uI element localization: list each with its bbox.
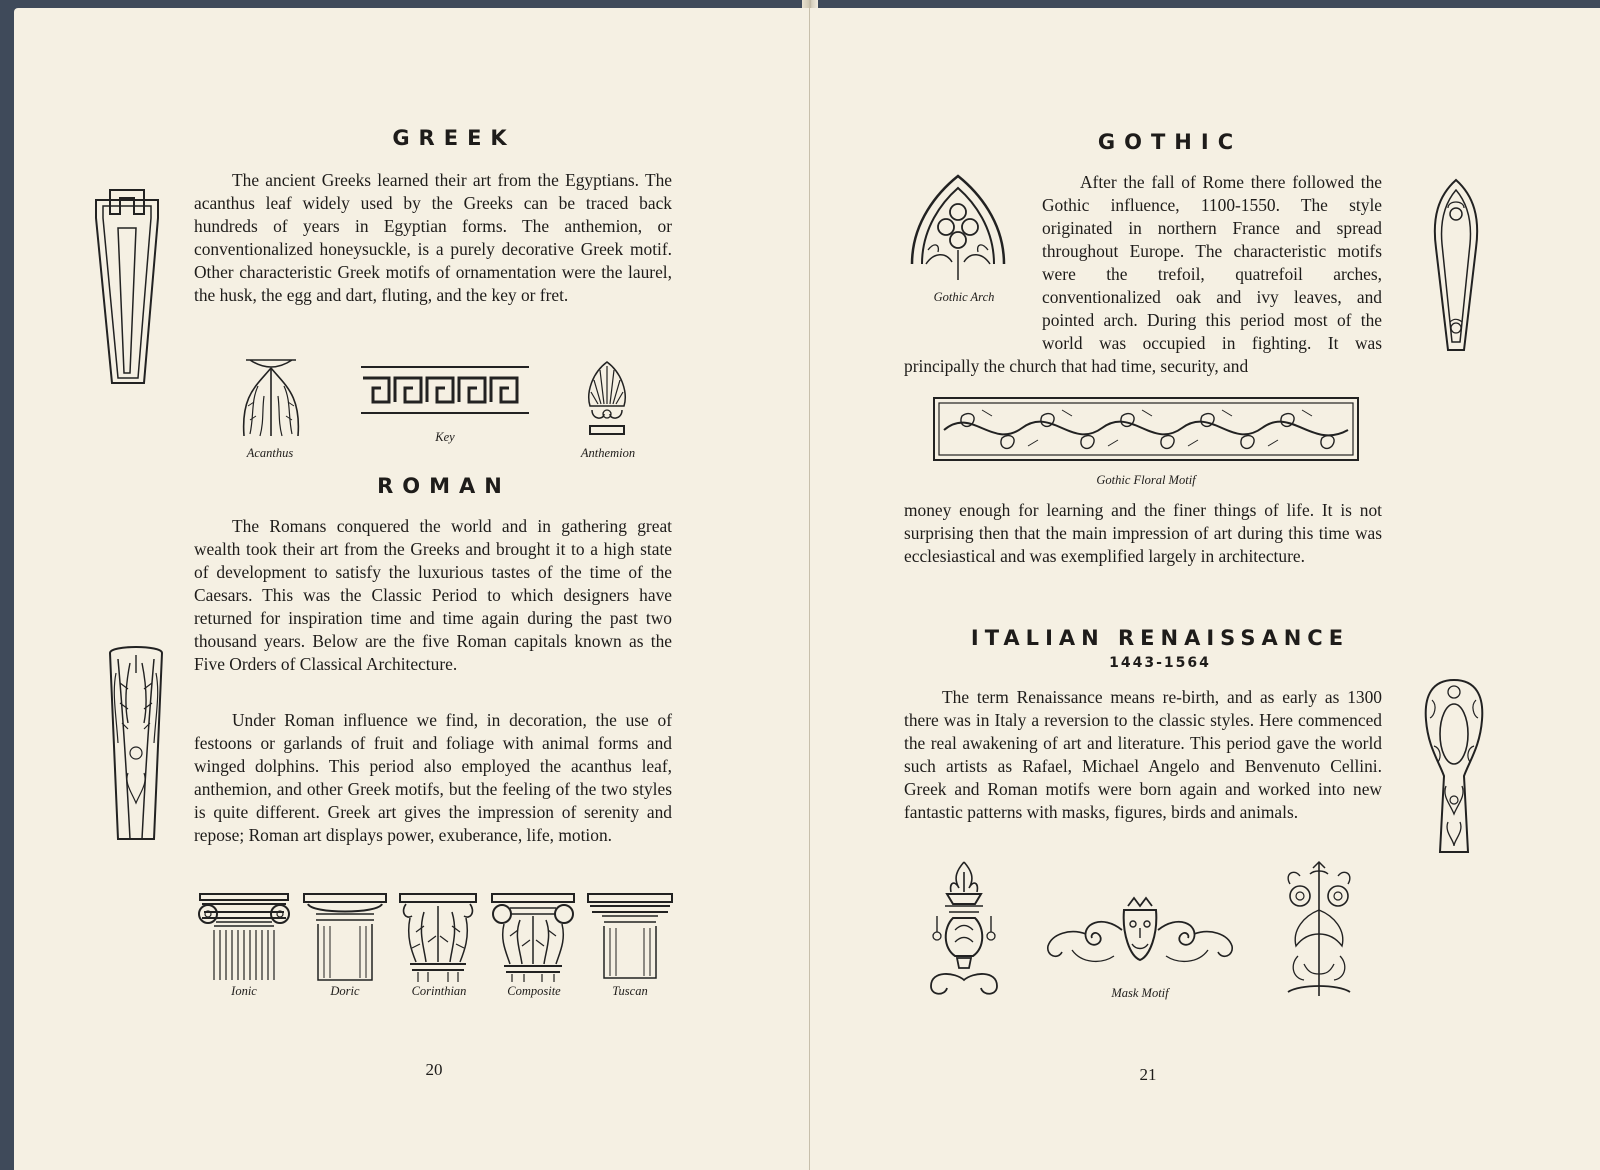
- key-fret-illustration: [359, 364, 531, 416]
- roman-paragraph-1: The Romans conquered the world and in gathering great wealth took their art from the Greeks and brought it to a high state of development to satisfy the luxurious tastes of the time of the Caesars. This was the Classic Period to which designers have returned for inspiration time and time again during the past two thousand years. Below are the five Roman capitals known as the Five Orders of Classical Architecture.: [194, 516, 672, 674]
- italian-renaissance-heading: ITALIAN RENAISSANCE: [970, 626, 1350, 650]
- page-number-right: 21: [1139, 1065, 1157, 1084]
- anthemion-illustration: [582, 358, 632, 438]
- italian-renaissance-dates: 1443-1564: [1109, 655, 1211, 671]
- italian-renaissance-paragraph: The term Renaissance means re-birth, and as early as 1300 there was in Italy a reversion to the classic styles. Here commenced the real awakening of art and literature. This period gave the world such artists as Rafael, Michael Angelo and Benvenuto Cellini. Greek and Roman motifs were born again and worked into new fantastic patterns with masks, figures, birds and animals.: [904, 687, 1382, 822]
- floral-candelabrum-illustration: [1280, 860, 1358, 1000]
- doric-capital-illustration: [302, 892, 388, 982]
- ionic-capital-illustration: [196, 892, 292, 982]
- acanthus-illustration: [236, 356, 306, 440]
- corinthian-capital-illustration: [398, 892, 478, 982]
- acanthus-caption: Acanthus: [246, 446, 294, 460]
- left-page: [14, 8, 809, 1170]
- mask-motif-illustration: [1042, 894, 1238, 976]
- gothic-arch-caption: Gothic Arch: [933, 290, 995, 304]
- gothic-spoon-handle-illustration: [1428, 178, 1484, 353]
- gothic-floral-caption: Gothic Floral Motif: [1096, 473, 1196, 487]
- gothic-heading: GOTHIC: [1097, 130, 1243, 154]
- gothic-text-block: [904, 171, 1382, 378]
- ionic-caption: Ionic: [231, 984, 257, 998]
- composite-capital-illustration: [490, 892, 576, 982]
- gothic-floral-motif-illustration: [932, 396, 1360, 462]
- roman-heading: ROMAN: [377, 474, 511, 498]
- gothic-paragraph-1: After the fall of Rome there followed the Gothic influence, 1100-1550. The style originated in northern France and spread throughout Europe. The characteristic motifs were the trefoil, quatrefoil arches, conventionalized oak and ivy leaves, and pointed arch. During this period most of the world was occupied in fighting. It was principally the church that had time, security, and: [904, 172, 1382, 376]
- corinthian-caption: Corinthian: [411, 984, 467, 998]
- greek-heading: GREEK: [392, 126, 516, 150]
- mask-motif-caption: Mask Motif: [1111, 986, 1169, 1000]
- page-number-left: 20: [425, 1060, 443, 1079]
- torch-urn-illustration: [925, 858, 1003, 1000]
- roman-paragraph-2: Under Roman influence we find, in decoration, the use of festoons or garlands of fruit and foliage with animal forms and winged dolphins. This period also employed the acanthus leaf, anthemion, and other Greek motifs, but the feeling of the two styles is quite different. Greek art gives the impression of serenity and repose; Roman art displays power, exuberance, life, motion.: [194, 710, 672, 845]
- right-page: [810, 8, 1600, 1170]
- roman-spoon-handle-illustration: [106, 643, 166, 843]
- doric-caption: Doric: [330, 984, 360, 998]
- anthemion-caption: Anthemion: [580, 446, 636, 460]
- gothic-paragraph-2: money enough for learning and the finer things of life. It is not surprising then that the main impression of art during this time was ecclesiastical and was exemplified largely in architecture.: [904, 500, 1382, 566]
- greek-spoon-handle-illustration: [92, 188, 162, 393]
- renaissance-spoon-handle-illustration: [1420, 676, 1488, 856]
- composite-caption: Composite: [507, 984, 561, 998]
- greek-paragraph: The ancient Greeks learned their art from the Egyptians. The acanthus leaf widely used by the Greeks can be traced back hundreds of years in Egyptian forms. The anthemion, or conventionalized honeysuckle, is a purely decorative Greek motif. Other characteristic Greek motifs of ornamentation were the laurel, the husk, the egg and dart, fluting, and the key or fret.: [194, 170, 672, 305]
- tuscan-capital-illustration: [586, 892, 674, 982]
- tuscan-caption: Tuscan: [612, 984, 648, 998]
- key-caption: Key: [435, 430, 455, 444]
